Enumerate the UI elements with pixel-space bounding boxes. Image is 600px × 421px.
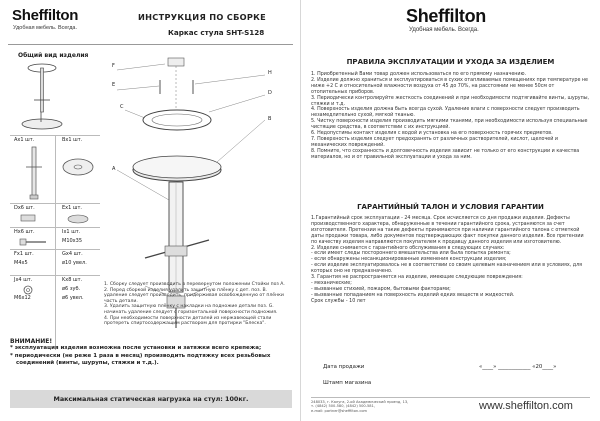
diagram-label-a: A — [112, 166, 116, 172]
footer-divider — [311, 397, 590, 398]
address-line-2: т. (4842) 500-580, (4842) 500-581, — [311, 404, 376, 409]
part-h-drawing — [18, 237, 48, 247]
washer-size: ø6 увел. — [62, 295, 84, 301]
step-3: 3. Удалить защитную плёнку с накладки на подножие детали поз. G. — [104, 304, 274, 310]
diagram-label-b: B — [268, 116, 272, 122]
warranty-2a: - если имеет следы постороннего вмешательства или была попытка ремонта; — [311, 251, 511, 257]
product-subtitle: Каркас стула SHT-S128 — [168, 28, 265, 37]
website-link[interactable]: www.sheffilton.com — [479, 400, 573, 412]
warranty-3c: - вызванные попаданием на поверхность изделий едких веществ и жидкостей. — [311, 292, 515, 298]
part-a-label: Ax1 шт. — [14, 137, 35, 143]
rule-3: 3. Периодически контролируйте жесткость соединений и при необходимости подтягивайте винты, шурупы, стяжки и т.д. — [311, 95, 590, 107]
part-g-label: Gx4 шт. — [62, 251, 83, 257]
warning-title: ВНИМАНИЕ! — [10, 338, 53, 345]
usage-and-warranty-page — [301, 0, 600, 421]
overview-drawing — [12, 60, 72, 138]
address-line-3: e-mail: partner@sheffilton.com — [311, 408, 368, 413]
rule-6: 6. Недопустимы контакт изделия с водой и установка на его поверхность горячих предметов. — [311, 131, 553, 137]
part-d-drawing — [18, 213, 38, 223]
sale-date-label: Дата продажи — [323, 364, 365, 370]
part-e-label: Ex1 шт. — [62, 205, 82, 211]
part-k-size: M6x12 — [14, 295, 31, 301]
part-f-size: M4x5 — [14, 260, 28, 266]
rule-5: 5. Чистку поверхности изделия производить мягкими тканями, при необходимости используя специальные чистящие средства, в соответствии с их инструкцией. — [311, 119, 588, 131]
step-3-note: начинать удаление следует с горизонтальной поверхности подножия. — [104, 309, 278, 315]
part-h-size: M10x35 — [62, 238, 82, 244]
part-g-size: ø10 увел. — [62, 260, 87, 266]
rules-list — [311, 72, 591, 161]
overview-label: Общий вид изделия — [18, 52, 89, 59]
warning-line-1: * эксплуатация изделия возможна после установки и затяжки всего крепежа; — [10, 345, 262, 351]
warranty-2: 2. Изделие снимается с гарантийного обслуживания в следующих случаях: — [311, 245, 505, 251]
part-h-label: Hx6 шт. — [14, 229, 35, 235]
rule-7: 7. Поверхность изделия следует предохранять от различных растворителей, кислот, щелочей и механических повреждений. — [311, 136, 559, 148]
address-line-1: 248033, г. Калуга, 2-ой Академический проезд, 13, — [311, 400, 409, 404]
part-j-label: Jx4 шт. — [14, 277, 33, 283]
brand-tagline: Удобная мебель. Всегда. — [13, 25, 77, 31]
part-e-drawing — [66, 213, 90, 225]
diagram-label-d: D — [268, 90, 272, 96]
warranty-2b: - если обнаружены несанкционированные изменения конструкции изделия; — [311, 257, 507, 263]
part-j-drawing — [18, 285, 38, 295]
rule-4: 4. Поверхность изделия должна быть всегда сухой. Удаление влаги с поверхности следует производить незамедлительно сухой, мягкой тканью. — [311, 107, 580, 119]
step-4: 4. При необходимости поверхности деталей из нержавеющей стали протереть спиртосодержащим раствором для протирки "Блеска". — [104, 315, 272, 327]
warranty-3a: - механические; — [311, 280, 352, 286]
part-k-label: Kx8 шт. — [62, 277, 83, 283]
rules-title: ПРАВИЛА ЭКСПЛУАТАЦИИ И УХОДА ЗА ИЗДЕЛИЕМ — [346, 58, 555, 66]
brand-tagline-right: Удобная мебель. Всегда. — [409, 27, 479, 33]
rule-1: 1. Приобретенный Вами товар должен использоваться по его прямому назначению. — [311, 72, 527, 77]
step-1: 1. Сборку следует производить в перевернутом положении Стойки поз А. — [104, 282, 285, 287]
part-d-label: Dx6 шт. — [14, 205, 35, 211]
divider — [8, 44, 293, 45]
diagram-label-f: F — [112, 63, 115, 69]
part-f-label: Fx1 шт. — [14, 251, 34, 257]
diagram-label-h: H — [268, 70, 272, 76]
warning-line-2: * периодически (не реже 1 раза в месяц) производить подтяжку всех резьбовых — [10, 352, 271, 359]
part-i-label: Ix1 шт. — [62, 229, 81, 235]
assembly-steps — [104, 282, 292, 327]
warranty-3: 3. Гарантия не распространяется на изделие, имеющие следующие повреждения: — [311, 275, 523, 281]
part-b-drawing — [60, 155, 96, 179]
warning-line-3: соединений (винты, шурупы, стяжки и т.д.). — [16, 360, 159, 367]
warning-box — [10, 338, 292, 368]
diagram-label-e: E — [112, 82, 116, 88]
step-2: 2. Перед сборкой изделия удалить защитную плёнку с дет. поз. B. — [104, 287, 268, 293]
part-j-size: ø6 зуб. — [62, 286, 81, 292]
diagram-label-c: C — [120, 104, 124, 110]
warranty-2c: - если изделие эксплуатировалось не в соответствии со своим целевым назначением или в условиях, для которых оно не предназначено. — [311, 263, 583, 275]
rule-2: 2. Изделие должно храниться и эксплуатироваться в сухих отапливаемых помещениях при температуре не ниже +2 С и относительной влажности воздуха от 45 до 70%, на расстоянии не менее 50см от отопительных приборов. — [311, 77, 589, 95]
brand-logo: Sheffilton — [12, 7, 79, 24]
rule-8: 8. Помните, что сохранность и долговечность изделия зависит не только от его конструкции и качества материалов, но и от правильной эксплуатации и ухода за ним. — [311, 148, 580, 160]
service-life: Срок службы - 10 лет — [311, 298, 366, 304]
warranty-3b: - вызванные стихией, пожаром, бытовыми факторами; — [311, 286, 451, 292]
part-a-drawing — [16, 145, 52, 201]
warranty-title: ГАРАНТИЙНЫЙ ТАЛОН И УСЛОВИЯ ГАРАНТИИ — [357, 203, 544, 211]
part-b-label: Bx1 шт. — [62, 137, 83, 143]
doc-title: ИНСТРУКЦИЯ ПО СБОРКЕ — [138, 12, 267, 22]
parts-list — [10, 135, 100, 360]
step-2-note: удаление следует производить, придерживая освобожденную от плёнки часть детали. — [104, 293, 284, 304]
shop-stamp-label: Штамп магазина — [323, 380, 372, 386]
warranty-terms — [311, 216, 591, 305]
footer-address — [311, 400, 408, 413]
brand-logo-right: Sheffilton — [406, 6, 486, 26]
sale-date-value: «____» ____________ «20____» — [479, 364, 557, 370]
warranty-1: 1.Гарантийный срок эксплуатации - 24 месяца. Срок исчисляется со дня продажи изделия. Дефекты производственного характера, обнаруженные в течении гарантийного срока, устраняются за счет изготовителя. Претензии на такие дефекты принимаются при наличии гарантийного талона с отметкой даты продажи товара, либо документов подтверждающих факт покупки данного изделия. Все претензии по качеству изделия направляются покупателем к продавцу данного изделия или изготовителю. — [311, 216, 584, 245]
max-load-banner: Максимальная статическая нагрузка на стул: 100кг. — [10, 390, 292, 408]
